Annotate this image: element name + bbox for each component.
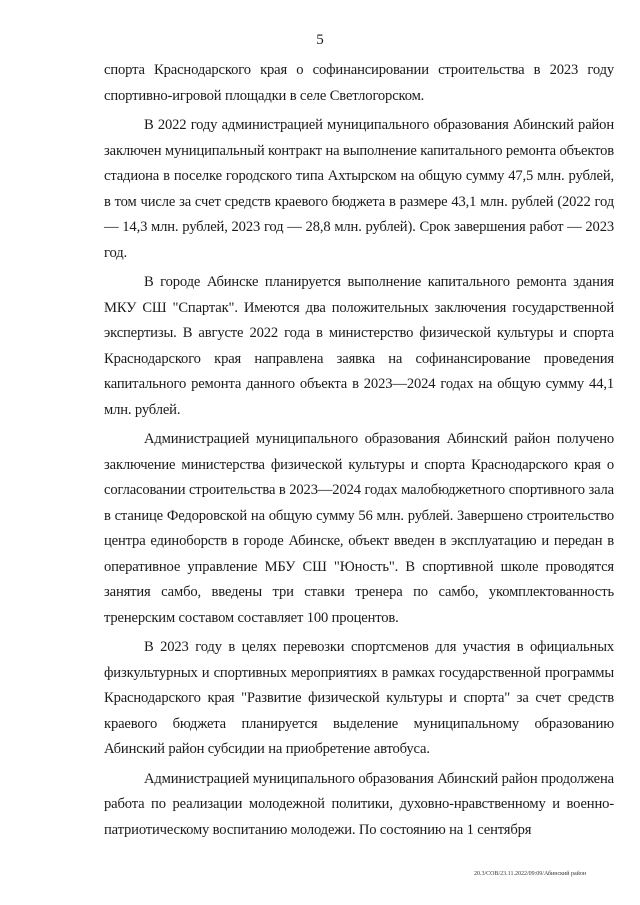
- paragraph-youth-policy: Администрацией муниципального образования Абинский район продолжена работа по реализации молодежной политики, духовно-нравственному и военно-патриотическому воспитанию молодежи. По состоянию на 1 сентября: [104, 770, 614, 838]
- document-body: [104, 58, 614, 843]
- paragraph-continuation: спорта Краснодарского края о софинансировании строительства в 2023 году спортивно-игровой площадки в селе Светлогорском.: [104, 62, 614, 104]
- paragraph-bus-subsidy: В 2023 году в целях перевозки спортсменов для участия в официальных физкультурных и спортивных мероприятиях в рамках государственной программы Краснодарского края "Развитие физической культуры и спорта" за счет средств краевого бюджета планируется выделение муниципальному образованию Абинский район субсидии на приобретение автобуса.: [104, 639, 614, 757]
- footer-document-code: 20.3/СОВ/23.11.2022/09:09/Абинский район: [474, 871, 587, 877]
- paragraph-stadium-repair: В 2022 году администрацией муниципального образования Абинский район заключен муниципальный контракт на выполнение капитального ремонта объектов стадиона в поселке городского типа Ахтырском на общую сумму 47,5 млн. рублей, в том числе за счет средств краевого бюджета в размере 43,1 млн. рублей (2022 год — 14,3 млн. рублей, 2023 год — 28,8 млн. рублей). Срок завершения работ — 2023 год.: [104, 117, 614, 261]
- paragraph-sports-hall: Администрацией муниципального образования Абинский район получено заключение министерства физической культуры и спорта Краснодарского края о согласовании строительства в 2023—2024 годах малобюджетного спортивного зала в станице Федоровской на общую сумму 56 млн. рублей. Завершено строительство центра единоборств в городе Абинске, объект введен в эксплуатацию и передан в оперативное управление МБУ СШ "Юность". В спортивной школе проводятся занятия самбо, введены три ставки тренера по самбо, укомплектованность тренерским составом составляет 100 процентов.: [104, 431, 614, 626]
- page-number: 5: [316, 32, 324, 48]
- paragraph-spartak-repair: В городе Абинске планируется выполнение капитального ремонта здания МКУ СШ "Спартак". Имеются два положительных заключения государственной экспертизы. В августе 2022 года в министерство физической культуры и спорта Краснодарского края направлена заявка на софинансирование проведения капитального ремонта данного объекта в 2023—2024 годах на общую сумму 44,1 млн. рублей.: [104, 274, 614, 418]
